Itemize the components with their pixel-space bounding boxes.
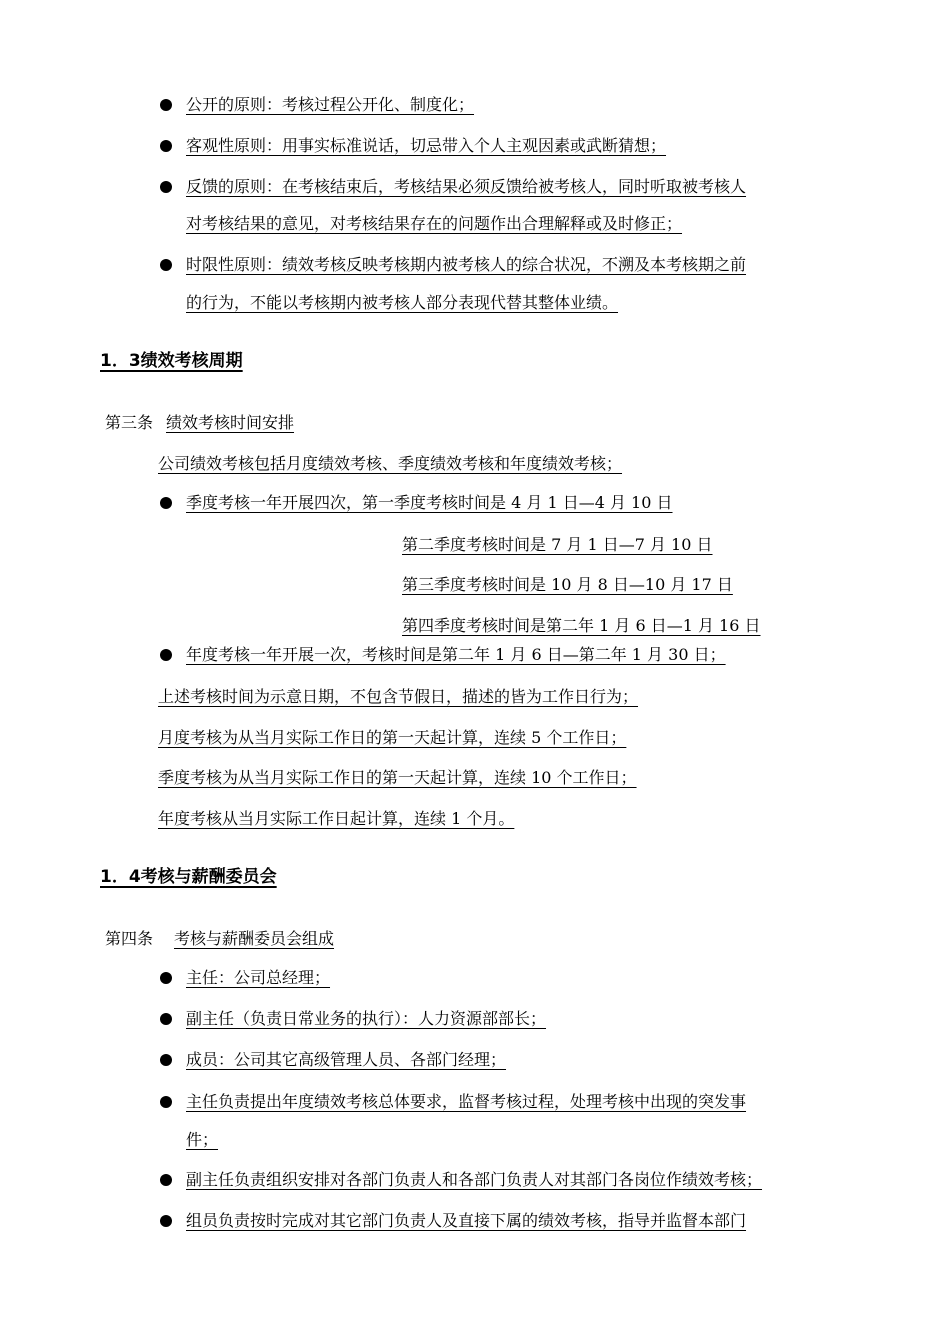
member-duty-line1: 组员负责按时完成对其它部门负责人及直接下属的绩效考核，指导并监督本部门 — [186, 1211, 747, 1230]
principle-timeliness-line2: 的行为，不能以考核期内被考核人部分表现代替其整体业绩。 — [186, 293, 619, 312]
bullet-icon — [160, 1174, 172, 1186]
article-3-label: 第三条 — [105, 413, 154, 432]
annual-cycle: 年度考核一年开展一次，考核时间是第二年 1 月 6 日—第二年 1 月 30 日； — [186, 645, 726, 664]
bullet-icon — [160, 1215, 172, 1227]
principle-open: 公开的原则：考核过程公开化、制度化； — [186, 95, 475, 114]
committee-deputy-director: 副主任（负责日常业务的执行）：人力资源部部长； — [186, 1009, 547, 1028]
cycle-note-1: 上述考核时间为示意日期，不包含节假日，描述的皆为工作日行为； — [158, 687, 639, 706]
deputy-director-duty: 副主任负责组织安排对各部门负责人和各部门负责人对其部门各岗位作绩效考核； — [186, 1170, 763, 1189]
cycle-note-4: 年度考核从当月实际工作日起计算，连续 1 个月。 — [158, 809, 515, 828]
bullet-icon — [160, 497, 172, 509]
bullet-icon — [160, 1054, 172, 1066]
section-heading-1-4: 1．4考核与薪酬委员会 — [100, 867, 277, 887]
section-heading-1-3: 1．3绩效考核周期 — [100, 351, 243, 371]
quarter-4-schedule: 第四季度考核时间是第二年 1 月 6 日—1 月 16 日 — [402, 616, 761, 635]
bullet-icon — [160, 1013, 172, 1025]
director-duty-line1: 主任负责提出年度绩效考核总体要求，监督考核过程，处理考核中出现的突发事 — [186, 1092, 747, 1111]
quarterly-cycle-lead: 季度考核一年开展四次，第一季度考核时间是 4 月 1 日—4 月 10 日 — [186, 493, 673, 512]
bullet-icon — [160, 972, 172, 984]
cycle-note-3: 季度考核为从当月实际工作日的第一天起计算，连续 10 个工作日； — [158, 768, 637, 787]
bullet-icon — [160, 99, 172, 111]
director-duty-line2: 件； — [186, 1130, 219, 1149]
principle-feedback-line1: 反馈的原则：在考核结束后，考核结果必须反馈给被考核人，同时听取被考核人 — [186, 177, 747, 196]
article-3-title: 绩效考核时间安排 — [166, 413, 295, 432]
committee-members: 成员：公司其它高级管理人员、各部门经理； — [186, 1050, 507, 1069]
principle-timeliness-line1: 时限性原则：绩效考核反映考核期内被考核人的综合状况，不溯及本考核期之前 — [186, 255, 747, 274]
bullet-icon — [160, 1096, 172, 1108]
committee-director: 主任：公司总经理； — [186, 968, 331, 987]
principle-feedback-line2: 对考核结果的意见，对考核结果存在的问题作出合理解释或及时修正； — [186, 214, 683, 233]
bullet-icon — [160, 259, 172, 271]
principle-objective: 客观性原则：用事实标准说话，切忌带入个人主观因素或武断猜想； — [186, 136, 667, 155]
quarter-3-schedule: 第三季度考核时间是 10 月 8 日—10 月 17 日 — [402, 575, 733, 594]
cycle-intro: 公司绩效考核包括月度绩效考核、季度绩效考核和年度绩效考核； — [158, 454, 623, 473]
cycle-note-2: 月度考核为从当月实际工作日的第一天起计算，连续 5 个工作日； — [158, 728, 627, 747]
quarter-2-schedule: 第二季度考核时间是 7 月 1 日—7 月 10 日 — [402, 535, 713, 554]
bullet-icon — [160, 649, 172, 661]
article-4-label: 第四条 — [105, 929, 154, 948]
article-4-title: 考核与薪酬委员会组成 — [174, 929, 335, 948]
bullet-icon — [160, 140, 172, 152]
bullet-icon — [160, 181, 172, 193]
